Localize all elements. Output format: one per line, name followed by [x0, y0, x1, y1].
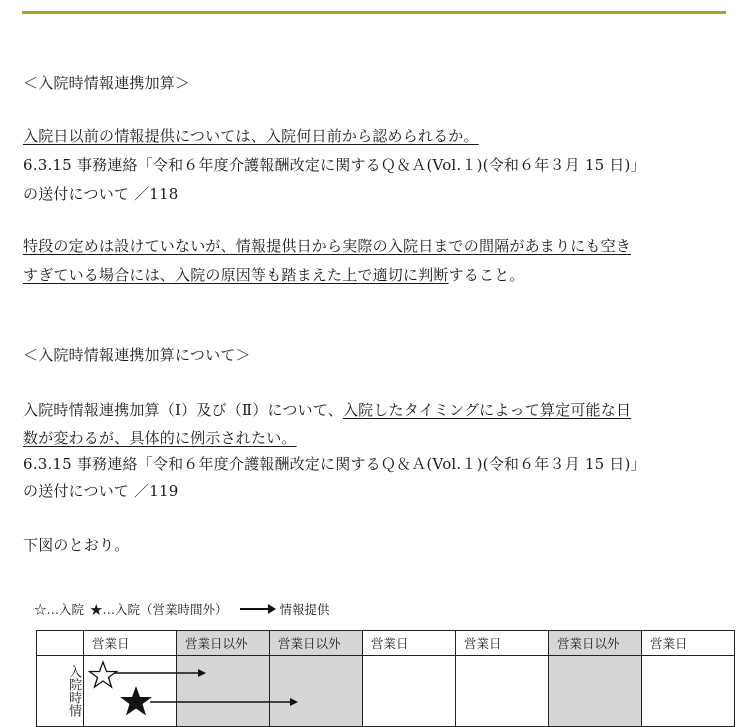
diagram-legend — [34, 600, 336, 618]
timeline-row-label: 入院時情 — [37, 656, 84, 727]
timeline-cell-3 — [270, 656, 363, 727]
section2-reference-line2: の送付について ／119 — [23, 482, 179, 500]
timeline-cell-7 — [642, 656, 735, 727]
section1-answer-line1: 特段の定めは設けていないが、情報提供日から実際の入院日までの間隔があまりにも空き — [23, 237, 632, 255]
timeline-col-4: 営業日 — [363, 631, 456, 656]
black-star-icon — [120, 686, 152, 716]
section2-heading: ＜入院時情報連携加算について＞ — [23, 346, 251, 364]
timeline-col-6: 営業日以外 — [549, 631, 642, 656]
timeline-cell-2 — [177, 656, 270, 727]
top-divider-line — [22, 11, 726, 14]
timeline-table — [36, 630, 735, 727]
legend-black-star: ★…入院（営業時間外） — [90, 602, 228, 617]
timeline-cell-5 — [456, 656, 549, 727]
section1-reference-line1: 6.3.15 事務連絡「令和６年度介護報酬改定に関するＱ＆Ａ(Vol.１)(令和６年３月 15 日)」 — [23, 156, 646, 174]
timeline-col-5: 営業日 — [456, 631, 549, 656]
section2-question-line1-plain: 入院時情報連携加算（Ⅰ）及び（Ⅱ）について、 — [23, 401, 343, 419]
section1-answer-line2-underlined: すぎている場合には、入院の原因等も踏まえた上で適切に判断 — [23, 266, 449, 284]
timeline-marks — [84, 656, 168, 726]
section2-answer: 下図のとおり。 — [23, 536, 130, 554]
timeline-header-row — [37, 631, 735, 656]
timeline-body-row — [37, 656, 735, 727]
section1-answer-line2 — [23, 265, 525, 285]
section2-question-line2: 数が変わるが、具体的に例示されたい。 — [23, 429, 297, 447]
timeline-cell-6 — [549, 656, 642, 727]
section2-question-line1-underlined: 入院したタイミングによって算定可能な日 — [342, 401, 632, 419]
timeline-col-1: 営業日 — [84, 631, 177, 656]
legend-arrow-label: 情報提供 — [279, 602, 330, 617]
white-star-icon — [90, 662, 117, 687]
section2-question-line1 — [23, 400, 631, 420]
section1-heading: ＜入院時情報連携加算＞ — [23, 74, 191, 92]
timeline-col-7: 営業日 — [642, 631, 735, 656]
section2-reference-line1: 6.3.15 事務連絡「令和６年度介護報酬改定に関するＱ＆Ａ(Vol.１)(令和６年３月 15 日)」 — [23, 455, 646, 473]
section1-question: 入院日以前の情報提供については、入院何日前から認められるか。 — [23, 127, 479, 145]
legend-white-star: ☆…入院 — [34, 602, 85, 617]
section1-reference-line2: の送付について ／118 — [23, 185, 179, 203]
legend-arrow-icon — [240, 608, 274, 610]
timeline-corner-cell — [37, 631, 84, 656]
timeline-col-3: 営業日以外 — [270, 631, 363, 656]
section1-answer-line2-rest: すること。 — [448, 266, 525, 284]
timeline-cell-4 — [363, 656, 456, 727]
timeline-cell-1 — [84, 656, 177, 727]
timeline-col-2: 営業日以外 — [177, 631, 270, 656]
